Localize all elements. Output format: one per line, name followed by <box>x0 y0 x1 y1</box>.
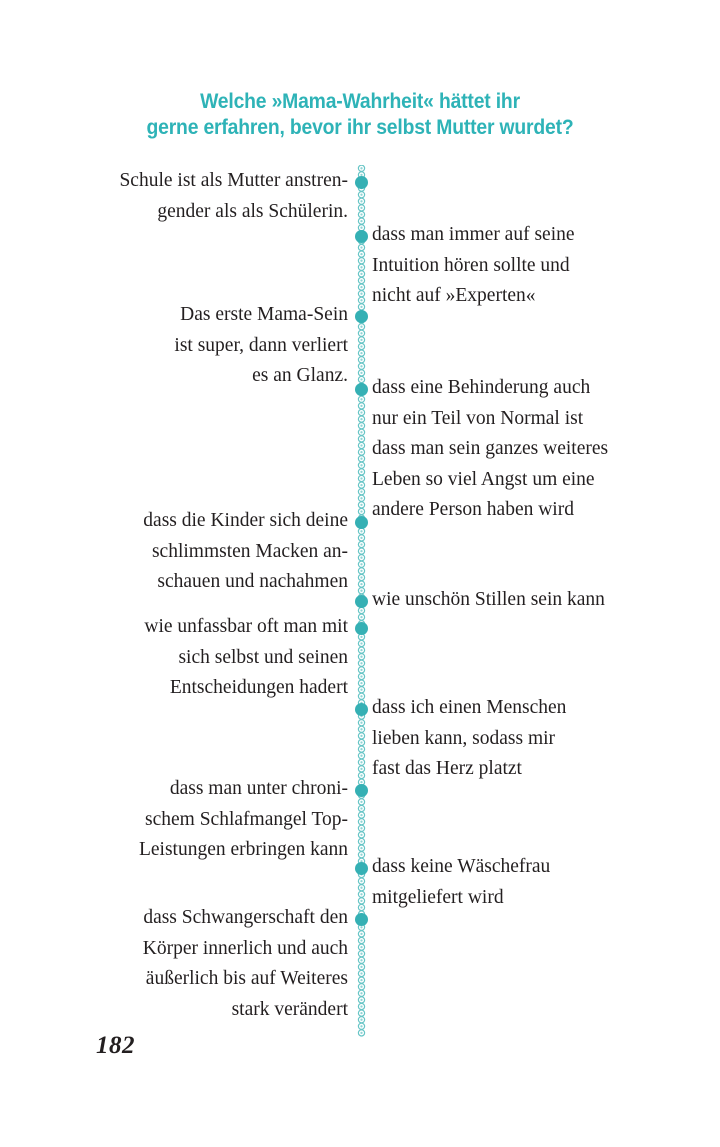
quote-entry <box>372 373 608 526</box>
quote-line: wie unschön Stillen sein kann <box>372 589 605 610</box>
page-title-line-2: gerne erfahren, bevor ihr selbst Mutter wurdet? <box>146 115 574 139</box>
quote-line: lieben kann, sodass mir <box>372 727 556 749</box>
quote-line: Körper innerlich und auch <box>142 937 348 959</box>
quote-line: Leben so viel Angst um eine <box>372 468 595 490</box>
quote-line: wie unfassbar oft man mit <box>144 616 348 637</box>
quote-line: stark verändert <box>231 998 348 1020</box>
page-title <box>90 88 630 140</box>
chain-anchor-dot <box>355 516 368 529</box>
page-number: 182 <box>96 1032 135 1059</box>
quote-line: andere Person haben wird <box>372 499 574 521</box>
chain-anchor-dot <box>355 383 368 396</box>
chain-anchor-dot <box>355 310 368 323</box>
chain-anchor-dot <box>355 230 368 243</box>
quote-entry <box>143 506 348 598</box>
quote-line: fast das Herz platzt <box>372 758 522 780</box>
quote-line: dass ich einen Menschen <box>372 697 567 718</box>
quote-line: schauen und nachahmen <box>157 571 348 593</box>
quote-line: Leistungen erbringen kann <box>138 839 348 861</box>
quote-line: nicht auf »Experten« <box>372 285 536 307</box>
quote-line: dass keine Wäschefrau <box>372 856 551 877</box>
quote-entry <box>372 585 605 616</box>
chain-anchor-dot <box>355 703 368 716</box>
quote-line: dass die Kinder sich deine <box>143 510 348 531</box>
quote-line: äußerlich bis auf Weiteres <box>145 968 348 990</box>
chain-anchor-dot <box>355 784 368 797</box>
quote-entry <box>372 693 566 785</box>
quote-line: schlimmsten Macken an- <box>151 540 348 562</box>
quote-line: Schule ist als Mutter anstren- <box>119 170 348 191</box>
quote-line: dass eine Behinderung auch <box>372 377 591 398</box>
quote-line: dass man sein ganzes weiteres <box>372 438 609 460</box>
quote-entry <box>174 300 348 392</box>
chain-anchor-dot <box>355 595 368 608</box>
chain-anchor-dot <box>355 622 368 635</box>
quote-entry <box>143 903 348 1025</box>
quote-line: mitgeliefert wird <box>372 886 504 908</box>
quote-line: sich selbst und seinen <box>178 646 348 668</box>
quote-line: Entscheidungen hadert <box>169 677 348 699</box>
quote-line: dass Schwangerschaft den <box>143 907 348 928</box>
quote-line: dass man unter chroni- <box>169 778 348 799</box>
quote-entry <box>372 852 550 913</box>
chain-anchor-dot <box>355 862 368 875</box>
quote-entry <box>139 774 348 866</box>
chain-anchor-dot <box>355 913 368 926</box>
quote-line: ist super, dann verliert <box>174 334 348 356</box>
quote-line: dass man immer auf seine <box>372 224 575 245</box>
quote-entry <box>372 220 575 312</box>
quote-line: Das erste Mama-Sein <box>180 304 348 325</box>
page-title-line-1: Welche »Mama-Wahrheit« hättet ihr <box>200 89 520 113</box>
quote-line: Intuition hören sollte und <box>372 254 570 276</box>
quote-line: schem Schlafmangel Top- <box>145 808 348 830</box>
quote-line: es an Glanz. <box>252 365 348 387</box>
quote-line: gender als als Schülerin. <box>157 200 348 222</box>
quote-entry <box>119 166 348 227</box>
quote-entry <box>144 612 348 704</box>
chain-anchor-dot <box>355 176 368 189</box>
quote-line: nur ein Teil von Normal ist <box>372 407 584 429</box>
